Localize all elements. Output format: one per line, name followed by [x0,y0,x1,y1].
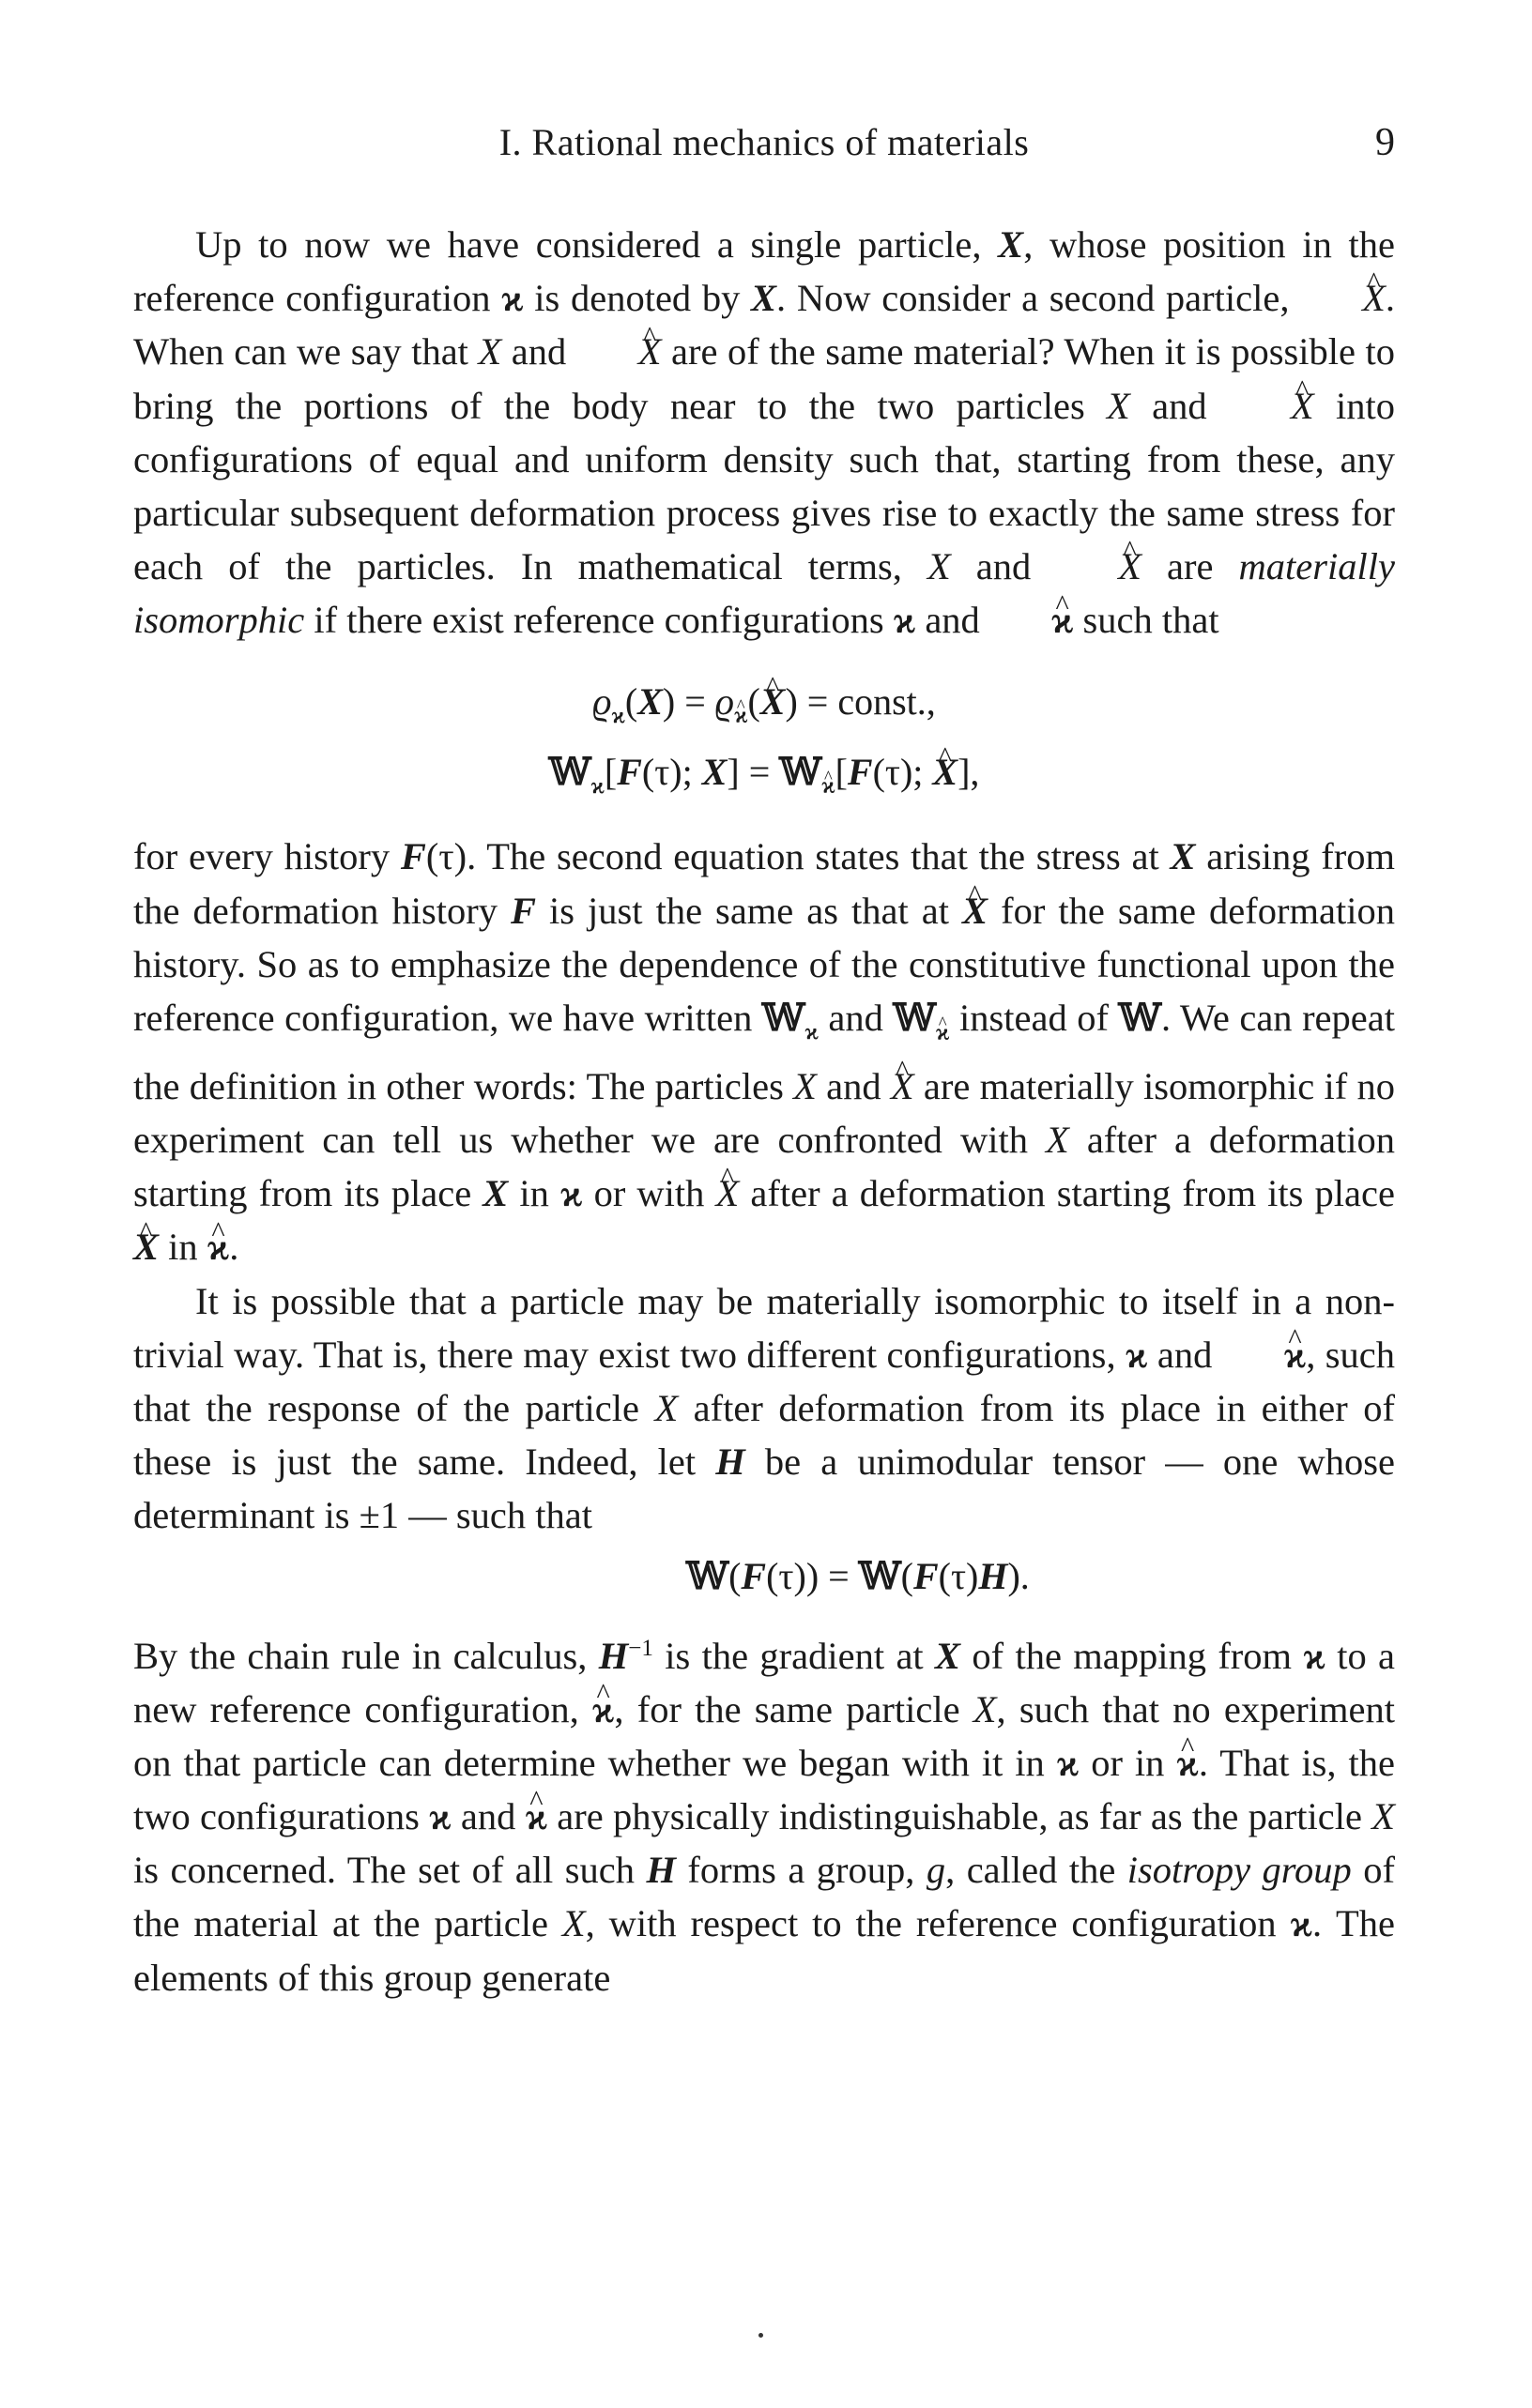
paragraph-2: for every history F(τ). The second equation states that the stress at X arising from the deformation history F is just the same as that at ^ X for the same deformation history. So as to emphasize the dependence of the constitutive functional upon the reference configuration, we have written 𝕎$_ϰ$ and 𝕎^ ϰ instead of 𝕎. We can repeat the definition in other words: The particles X and ^ X are materially isomorphic if no experiment can tell us whether we are confronted with X after a deformation starting from its place X in ϰ or with ^ X after a deformation starting from its place ^ X in ^ ϰ. [133,830,1395,1273]
page-header [133,120,1395,176]
paragraph-4: By the chain rule in calculus, $H^{-1}$ is the gradient at X of the mapping from ϰ to a new reference configuration, ^ ϰ, for the same particle X, such that no experiment on that particle can determine whether we began with it in ϰ or in ^ ϰ. That is, the two configurations ϰ and ^ ϰ are physically indistinguishable, as far as the particle X is concerned. The set of all such H forms a group, g, called the isotropy group of the material at the particle X, with respect to the reference configuration ϰ. The elements of this group generate [133,1622,1395,2004]
equation-material-isomorphism [133,674,1395,815]
equation-density: $ϱ_ϰ(X)$ = ϱ^ ϰ(^ X) = const., [133,674,1395,744]
equation-isotropy: 𝕎(F(τ)) = 𝕎(F(τ)H). [686,1553,1030,1598]
running-title: I. Rational mechanics of materials [498,121,1030,163]
body-text [133,218,1395,2004]
stray-dot-mark [758,2333,763,2338]
emphasis-materially-isomorphic: materially isomorphic [133,545,1395,642]
page-number: 9 [1375,121,1395,164]
equation-stress: 𝕎$_ϰ$[F(τ); X] = 𝕎^ ϰ[F(τ); ^ X], [133,744,1395,815]
paragraph-3: It is possible that a particle may be materially isomorphic to itself in a non-trivial way. That is, there may exist two different configurations, ϰ and ^ ϰ, such that the response of the particle X after deformation from its place in either of these is just the same. Indeed, let H be a unimodular tensor — one whose determinant is ±1 — such that [133,1274,1395,1543]
paragraph-1: Up to now we have considered a single particle, X, whose position in the reference configuration ϰ is denoted by X. Now consider a second particle, ^ X. When can we say that X and ^ X are of the same material? When it is possible to bring the portions of the body near to the two particles X and ^ X into configurations of equal and uniform density such that, starting from these, any particular subsequent deformation process gives rise to exactly the same stress for each of the particles. In mathematical terms, X and ^ X are materially isomorphic if there exist reference configurations ϰ and ^ ϰ such that [133,218,1395,648]
emphasis-isotropy-group: isotropy group [1126,1849,1352,1892]
